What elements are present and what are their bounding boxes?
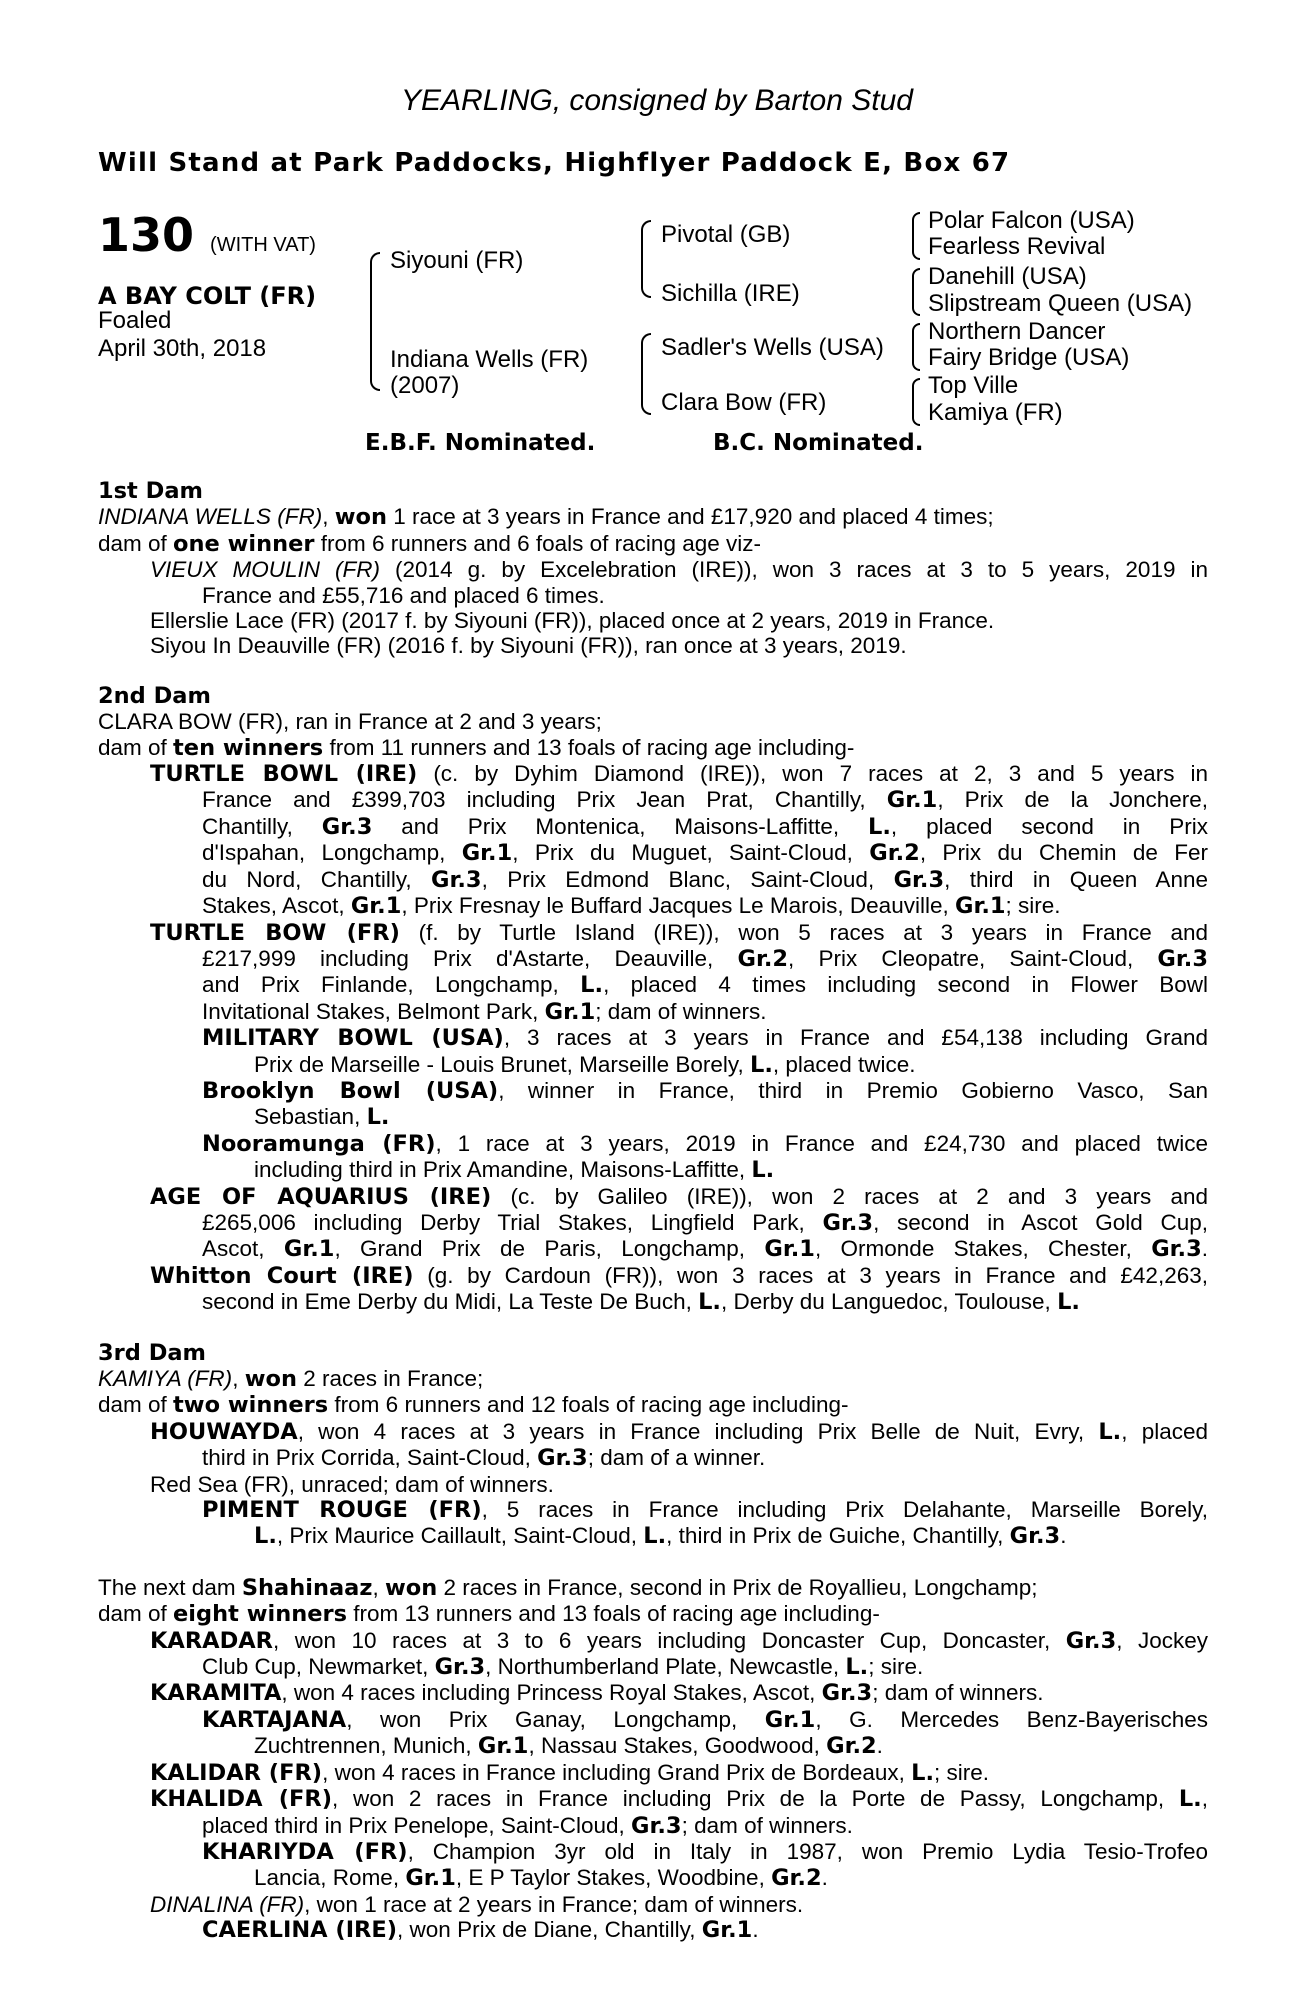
produce-entry: Club Cup, Newmarket, Gr.3, Northumberland Plate, Newcastle, L.; sire. [202,1654,924,1681]
catalogue-body [98,479,1208,1944]
pedigree-sire-dam: Sichilla (IRE) [661,280,800,307]
gen3-brace-4 [912,378,920,426]
produce-entry: du Nord, Chantilly, Gr.3, Prix Edmond Blanc, Saint-Cloud, Gr.3, third in Queen Anne [202,866,1208,893]
pedigree-dsd: Fairy Bridge (USA) [928,344,1130,371]
gen3-brace-3 [912,323,920,371]
produce-entry: KARTAJANA, won Prix Ganay, Longchamp, Gr.1, G. Mercedes Benz-Bayerisches [202,1706,1208,1733]
produce-entry: Chantilly, Gr.3 and Prix Montenica, Maisons-Laffitte, L., placed second in Prix [202,813,1208,840]
produce-entry: France and £399,703 including Prix Jean Prat, Chantilly, Gr.1, Prix de la Jonchere, [202,787,1208,814]
produce-entry: PIMENT ROUGE (FR), 5 races in France including Prix Delahante, Marseille Borely, [202,1497,1208,1524]
produce-entry: KHARIYDA (FR), Champion 3yr old in Italy in 1987, won Premio Lydia Tesio-Trofeo [202,1838,1208,1865]
produce-entry: DINALINA (FR), won 1 race at 2 years in France; dam of winners. [150,1891,804,1917]
produce-entry: d'Ispahan, Longchamp, Gr.1, Prix du Muguet, Saint-Cloud, Gr.2, Prix du Chemin de Fer [202,840,1208,867]
produce-entry: KALIDAR (FR), won 4 races in France including Grand Prix de Bordeaux, L.; sire. [150,1759,990,1786]
produce-entry: Whitton Court (IRE) (g. by Cardoun (FR)), won 3 races at 3 years in France and £42,263, [150,1262,1208,1289]
produce-entry: KARADAR, won 10 races at 3 to 6 years including Doncaster Cup, Doncaster, Gr.3, Jockey [150,1627,1209,1654]
produce-entry: Sebastian, L. [254,1104,390,1131]
produce-entry: Red Sea (FR), unraced; dam of winners. [150,1471,554,1497]
sire-dam-brace [370,252,380,391]
pedigree-dam: Indiana Wells (FR) [390,346,589,373]
second-dam-line: dam of ten winners from 11 runners and 13 foals of racing age including- [98,734,855,761]
produce-entry: KHALIDA (FR), won 2 races in France including Prix de la Porte de Passy, Longchamp, L., [150,1786,1208,1813]
produce-entry: placed third in Prix Penelope, Saint-Cloud, Gr.3; dam of winners. [202,1812,853,1839]
first-dam-heading: 1st Dam [98,478,203,504]
produce-entry: MILITARY BOWL (USA), 3 races at 3 years in France and £54,138 including Grand [202,1025,1208,1052]
produce-entry: including third in Prix Amandine, Maisons-Laffitte, L. [254,1157,775,1184]
stand-location: Will Stand at Park Paddocks, Highflyer Paddock E, Box 67 [98,148,1011,178]
produce-entry: Invitational Stakes, Belmont Park, Gr.1; dam of winners. [202,998,767,1025]
gen3-brace-2 [912,268,920,316]
first-dam-line: INDIANA WELLS (FR), won 1 race at 3 years in France and £17,920 and placed 4 times; [98,504,994,531]
produce-entry: Stakes, Ascot, Gr.1, Prix Fresnay le Buffard Jacques Le Marois, Deauville, Gr.1; sire. [202,893,1061,920]
second-dam-heading: 2nd Dam [98,682,211,709]
produce-entry: Siyou In Deauville (FR) (2016 f. by Siyouni (FR)), ran once at 3 years, 2019. [150,633,907,659]
produce-entry: France and £55,716 and placed 6 times. [202,582,605,608]
pedigree-sds: Danehill (USA) [928,263,1087,290]
bc-nomination: B.C. Nominated. [713,430,924,456]
produce-entry: Zuchtrennen, Munich, Gr.1, Nassau Stakes, Goodwood, Gr.2. [254,1733,883,1760]
next-dam-line: The next dam Shahinaaz, won 2 races in France, second in Prix de Royallieu, Longchamp; [98,1574,1038,1601]
first-dam-line: dam of one winner from 6 runners and 6 foals of racing age viz- [98,530,761,557]
third-dam-line: KAMIYA (FR), won 2 races in France; [98,1366,484,1392]
pedigree-dds: Top Ville [928,372,1019,399]
pedigree-dam-year: (2007) [390,372,460,399]
pedigree-sdd: Slipstream Queen (USA) [928,290,1193,317]
second-dam-line: CLARA BOW (FR), ran in France at 2 and 3 years; [98,709,602,735]
pedigree-sire-sire: Pivotal (GB) [661,221,791,248]
produce-entry: KARAMITA, won 4 races including Princess Royal Stakes, Ascot, Gr.3; dam of winners. [150,1680,1044,1707]
dam-parents-brace [641,333,651,415]
produce-entry: £217,999 including Prix d'Astarte, Deauville, Gr.2, Prix Cleopatre, Saint-Cloud, Gr.3 [202,945,1208,972]
produce-entry: HOUWAYDA, won 4 races at 3 years in France including Prix Belle de Nuit, Evry, L., placed [150,1418,1208,1445]
produce-entry: third in Prix Corrida, Saint-Cloud, Gr.3; dam of a winner. [202,1445,766,1472]
produce-entry: L., Prix Maurice Caillault, Saint-Cloud, L., third in Prix de Guiche, Chantilly, Gr.3. [254,1523,1067,1550]
produce-entry: CAERLINA (IRE), won Prix de Diane, Chantilly, Gr.1. [202,1917,759,1944]
gen3-brace-1 [912,212,920,260]
vat-note: (WITH VAT) [210,234,316,256]
pedigree-ddd: Kamiya (FR) [928,399,1063,426]
produce-entry: TURTLE BOW (FR) (f. by Turtle Island (IRE)), won 5 races at 3 years in France and [150,919,1208,946]
produce-entry: Lancia, Rome, Gr.1, E P Taylor Stakes, Woodbine, Gr.2. [254,1865,828,1892]
lot-name: A BAY COLT (FR) [98,282,317,310]
produce-entry: Ascot, Gr.1, Grand Prix de Paris, Longchamp, Gr.1, Ormonde Stakes, Chester, Gr.3. [202,1236,1209,1263]
produce-entry: TURTLE BOWL (IRE) (c. by Dyhim Diamond (IRE)), won 7 races at 2, 3 and 5 years in [150,761,1208,788]
pedigree-ssd: Fearless Revival [928,233,1106,260]
pedigree-dam-sire: Sadler's Wells (USA) [661,334,884,361]
page-title: YEARLING, consigned by Barton Stud [401,84,913,117]
third-dam-line: dam of two winners from 6 runners and 12 foals of racing age including- [98,1392,849,1419]
sire-parents-brace [641,220,651,298]
produce-entry: £265,006 including Derby Trial Stakes, Lingfield Park, Gr.3, second in Ascot Gold Cup, [202,1209,1208,1236]
third-dam-heading: 3rd Dam [98,1339,206,1366]
produce-entry: Prix de Marseille - Louis Brunet, Marseille Borely, L., placed twice. [254,1051,916,1078]
foaled-date: April 30th, 2018 [98,335,267,362]
pedigree-sire: Siyouni (FR) [390,247,524,274]
produce-entry: and Prix Finlande, Longchamp, L., placed 4 times including second in Flower Bowl [202,972,1208,999]
produce-entry: VIEUX MOULIN (FR) (2014 g. by Excelebration (IRE)), won 3 races at 3 to 5 years, 2019 in [150,557,1208,583]
produce-entry: Ellerslie Lace (FR) (2017 f. by Siyouni (FR)), placed once at 2 years, 2019 in France. [150,608,995,634]
produce-entry: Brooklyn Bowl (USA), winner in France, third in Premio Gobierno Vasco, San [202,1077,1208,1104]
lot-number: 130 (WITH VAT) [98,208,316,262]
produce-entry: Nooramunga (FR), 1 race at 3 years, 2019 in France and £24,730 and placed twice [202,1130,1209,1157]
produce-entry: AGE OF AQUARIUS (IRE) (c. by Galileo (IRE)), won 2 races at 2 and 3 years and [150,1183,1208,1210]
produce-entry: second in Eme Derby du Midi, La Teste De Buch, L., Derby du Languedoc, Toulouse, L. [202,1289,1080,1316]
pedigree-dss: Northern Dancer [928,318,1106,345]
ebf-nomination: E.B.F. Nominated. [365,430,596,456]
next-dam-line: dam of eight winners from 13 runners and 13 foals of racing age including- [98,1601,880,1628]
pedigree-dam-dam: Clara Bow (FR) [661,389,827,416]
pedigree-sss: Polar Falcon (USA) [928,207,1135,234]
foaled-label: Foaled [98,307,172,334]
